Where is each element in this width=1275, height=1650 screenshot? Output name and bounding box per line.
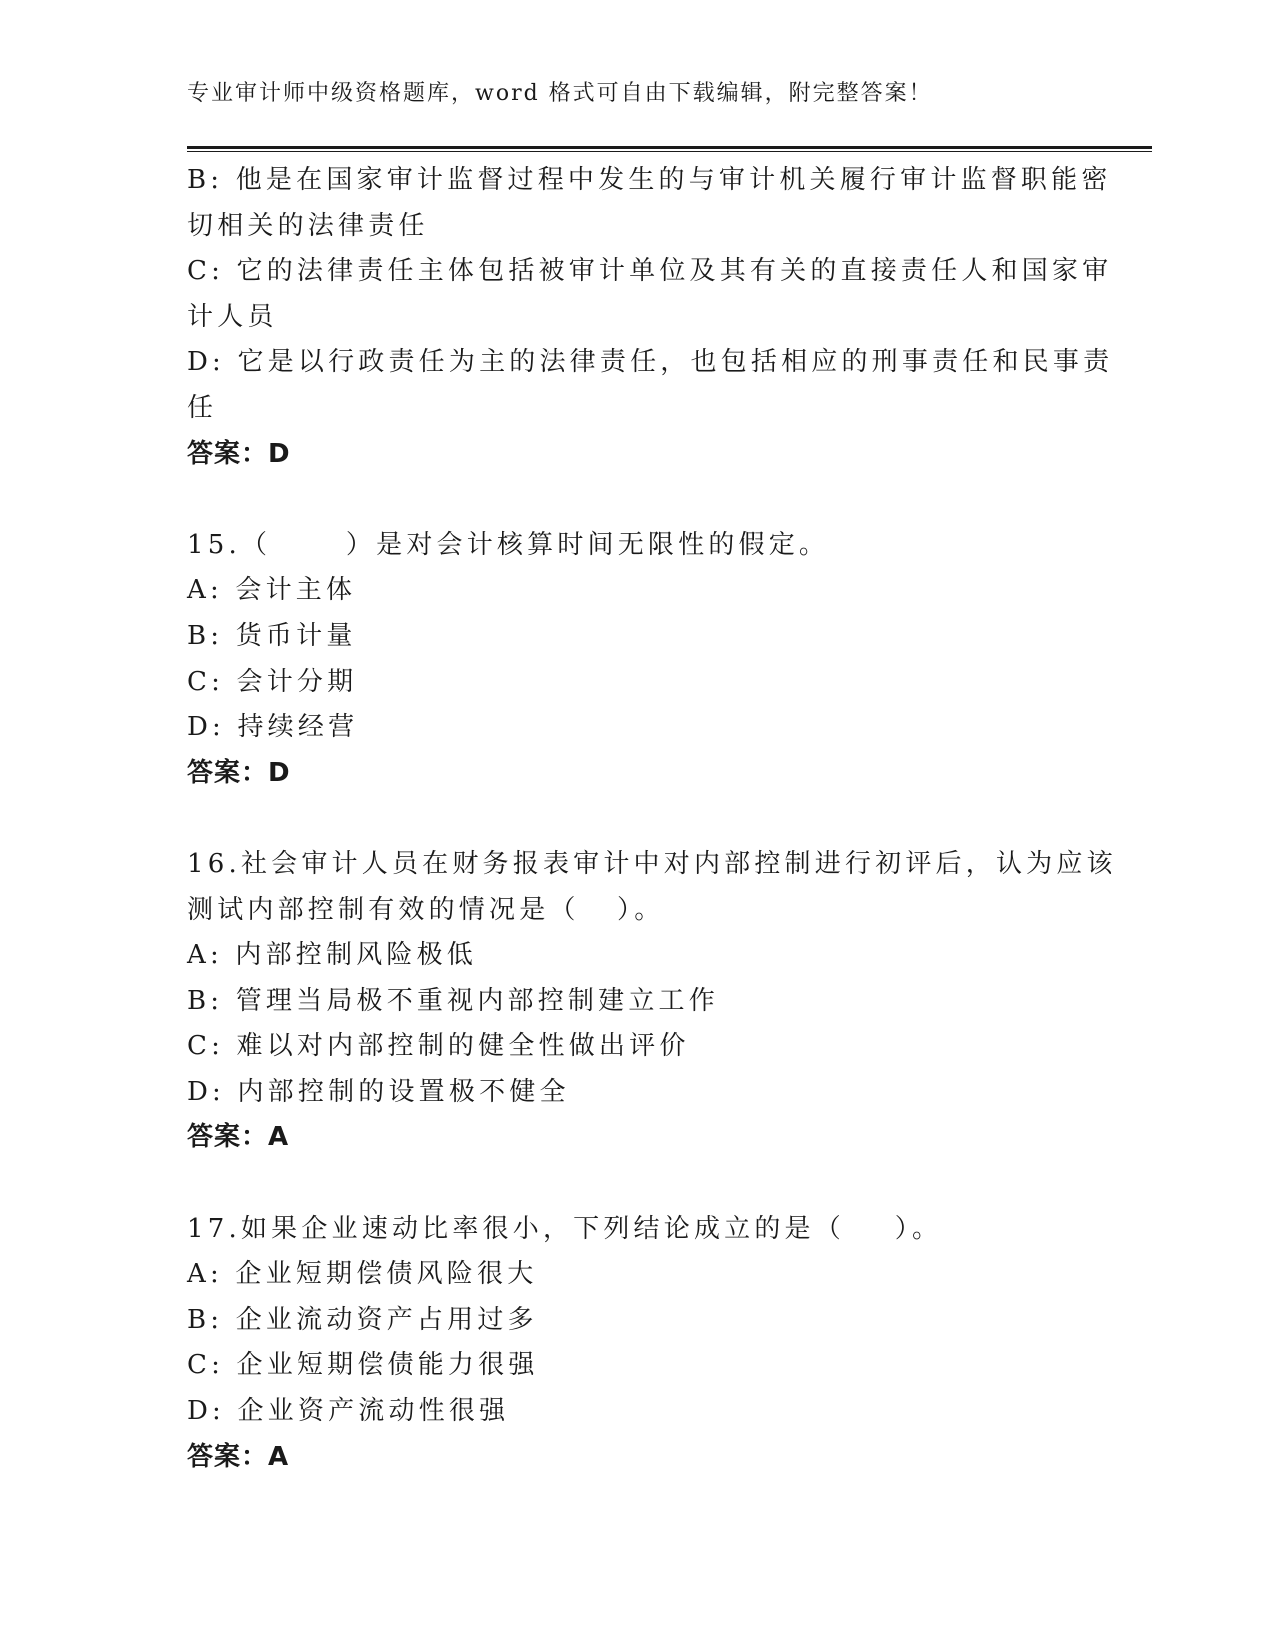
- answer-line: 答案：D: [187, 438, 291, 469]
- option-line: D: 企业资产流动性很强: [187, 1396, 510, 1427]
- question-block: [187, 523, 1087, 797]
- question-text: 16.社会审计人员在财务报表审计中对内部控制进行初评后，认为应该: [187, 848, 1117, 879]
- header-divider: [187, 146, 1152, 152]
- question-block: [187, 842, 1117, 1161]
- page-header: 专业审计师中级资格题库，word 格式可自由下载编辑，附完整答案！: [187, 81, 933, 106]
- option-line: B: 他是在国家审计监督过程中发生的与审计机关履行审计监督职能密: [187, 165, 1112, 195]
- option-line: C: 难以对内部控制的健全性做出评价: [187, 1031, 690, 1062]
- question-text: 17.如果企业速动比率很小，下列结论成立的是（ ）。: [187, 1213, 943, 1244]
- spacer: [187, 796, 1087, 842]
- answer-line: 答案：A: [187, 1122, 290, 1153]
- option-line: A: 内部控制风险极低: [187, 940, 478, 971]
- option-line: B: 企业流动资产占用过多: [187, 1304, 538, 1335]
- option-line: A: 会计主体: [187, 575, 357, 606]
- option-line: C: 企业短期偿债能力很强: [187, 1350, 539, 1381]
- option-line: 任: [187, 392, 218, 423]
- option-line: B: 管理当局极不重视内部控制建立工作: [187, 985, 719, 1016]
- option-line: C: 会计分期: [187, 666, 358, 697]
- option-line: C: 它的法律责任主体包括被审计单位及其有关的直接责任人和国家审: [187, 256, 1113, 287]
- option-line: A: 企业短期偿债风险很大: [187, 1259, 538, 1290]
- option-line: 计人员: [187, 301, 278, 332]
- answer-line: 答案：D: [187, 757, 291, 788]
- answer-line: 答案：A: [187, 1441, 290, 1472]
- spacer: [187, 477, 1087, 523]
- spacer: [187, 1161, 1087, 1207]
- option-line: D: 它是以行政责任为主的法律责任，也包括相应的刑事责任和民事责: [187, 347, 1114, 378]
- option-line: 切相关的法律责任: [187, 210, 429, 241]
- document-body: [187, 158, 1117, 1480]
- question-text: 测试内部控制有效的情况是（ ）。: [187, 894, 665, 925]
- option-line: D: 持续经营: [187, 712, 359, 743]
- question-block: [187, 158, 1114, 477]
- question-block: [187, 1207, 1087, 1481]
- option-line: D: 内部控制的设置极不健全: [187, 1076, 570, 1107]
- option-line: B: 货币计量: [187, 620, 357, 651]
- question-text: 15.（ ）是对会计核算时间无限性的假定。: [187, 529, 830, 560]
